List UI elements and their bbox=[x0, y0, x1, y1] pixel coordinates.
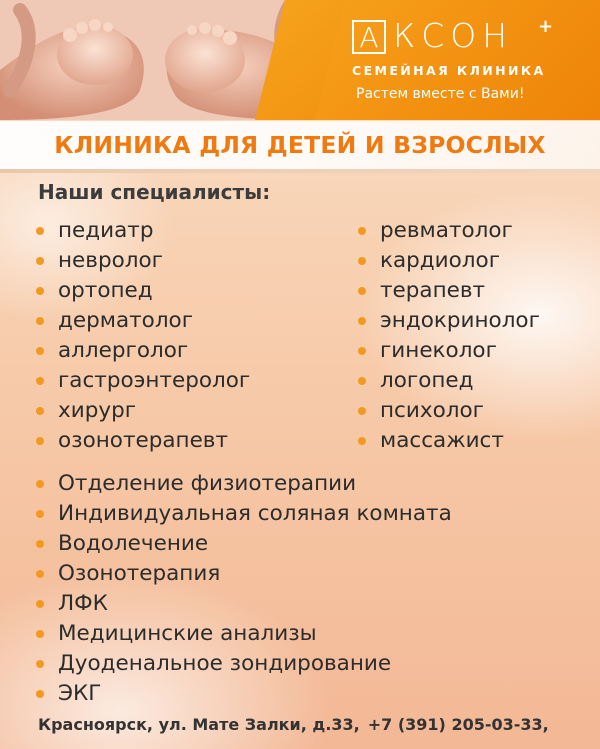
bullet-icon bbox=[358, 257, 366, 265]
list-item bbox=[358, 306, 540, 336]
logo-plus: + bbox=[538, 16, 554, 37]
bullet-icon bbox=[36, 347, 44, 355]
list-item bbox=[358, 336, 540, 366]
bullet-icon bbox=[358, 407, 366, 415]
contact-footer bbox=[38, 715, 549, 734]
service-label: Озонотерапия bbox=[58, 561, 221, 586]
header bbox=[0, 0, 600, 120]
page-title: КЛИНИКА ДЛЯ ДЕТЕЙ И ВЗРОСЛЫХ bbox=[54, 131, 546, 159]
logo-letter: А bbox=[359, 20, 379, 54]
bullet-icon bbox=[36, 690, 44, 698]
list-item bbox=[36, 246, 250, 276]
specialist-label: логопед bbox=[380, 368, 474, 393]
list-item bbox=[36, 336, 250, 366]
list-item bbox=[36, 306, 250, 336]
bullet-icon bbox=[36, 227, 44, 235]
specialist-label: гастроэнтеролог bbox=[58, 368, 251, 393]
specialist-label: педиатр bbox=[58, 218, 154, 243]
list-item bbox=[36, 619, 452, 649]
list-item bbox=[36, 276, 250, 306]
bullet-icon bbox=[36, 630, 44, 638]
service-label: Индивидуальная соляная комната bbox=[58, 501, 452, 526]
services-list bbox=[36, 469, 452, 709]
list-item bbox=[358, 426, 540, 456]
list-item bbox=[358, 276, 540, 306]
service-label: ЭКГ bbox=[58, 681, 102, 706]
clinic-subtitle: СЕМЕЙНАЯ КЛИНИКА bbox=[352, 63, 546, 78]
bullet-icon bbox=[36, 287, 44, 295]
specialist-label: хирург bbox=[58, 398, 137, 423]
bullet-icon bbox=[36, 600, 44, 608]
service-label: Медицинские анализы bbox=[58, 621, 317, 646]
specialist-label: дерматолог bbox=[58, 308, 194, 333]
specialist-label: эндокринолог bbox=[380, 308, 540, 333]
service-label: Дуоденальное зондирование bbox=[58, 651, 392, 676]
service-label: Отделение физиотерапии bbox=[58, 471, 357, 496]
list-item bbox=[36, 499, 452, 529]
logo-letter-box bbox=[352, 20, 386, 54]
bullet-icon bbox=[36, 510, 44, 518]
list-item bbox=[36, 529, 452, 559]
slogan: Растем вместе с Вами! bbox=[356, 86, 525, 102]
bullet-icon bbox=[36, 570, 44, 578]
specialist-label: озонотерапевт bbox=[58, 428, 229, 453]
list-item bbox=[36, 559, 452, 589]
specialists-right-list bbox=[358, 216, 540, 456]
bullet-icon bbox=[36, 660, 44, 668]
specialist-label: кардиолог bbox=[380, 248, 500, 273]
bullet-icon bbox=[36, 540, 44, 548]
logo-wordmark: КСОН bbox=[393, 16, 514, 55]
bullet-icon bbox=[36, 480, 44, 488]
specialist-label: психолог bbox=[380, 398, 484, 423]
list-item bbox=[36, 649, 452, 679]
list-item bbox=[358, 246, 540, 276]
list-item bbox=[36, 426, 250, 456]
service-label: ЛФК bbox=[58, 591, 108, 616]
address: Красноярск, ул. Мате Залки, д.33, bbox=[38, 715, 360, 734]
list-item bbox=[358, 396, 540, 426]
bullet-icon bbox=[36, 377, 44, 385]
specialist-label: массажист bbox=[380, 428, 504, 453]
specialist-label: аллерголог bbox=[58, 338, 189, 363]
bullet-icon bbox=[358, 287, 366, 295]
bullet-icon bbox=[358, 437, 366, 445]
list-item bbox=[36, 589, 452, 619]
service-label: Водолечение bbox=[58, 531, 209, 556]
bullet-icon bbox=[358, 377, 366, 385]
specialist-label: гинеколог bbox=[380, 338, 497, 363]
title-band bbox=[0, 121, 600, 169]
list-item bbox=[36, 396, 250, 426]
bullet-icon bbox=[36, 407, 44, 415]
bullet-icon bbox=[36, 317, 44, 325]
bullet-icon bbox=[358, 347, 366, 355]
specialists-left-list bbox=[36, 216, 250, 456]
list-item bbox=[36, 469, 452, 499]
specialist-label: ревматолог bbox=[380, 218, 513, 243]
specialist-label: терапевт bbox=[380, 278, 486, 303]
phone-number[interactable]: +7 (391) 205-03-33, bbox=[367, 715, 549, 734]
specialists-heading: Наши специалисты: bbox=[38, 180, 271, 204]
specialist-label: невролог bbox=[58, 248, 163, 273]
bullet-icon bbox=[358, 227, 366, 235]
bullet-icon bbox=[36, 437, 44, 445]
list-item bbox=[36, 679, 452, 709]
list-item bbox=[358, 366, 540, 396]
list-item bbox=[36, 366, 250, 396]
bullet-icon bbox=[358, 317, 366, 325]
list-item bbox=[36, 216, 250, 246]
specialist-label: ортопед bbox=[58, 278, 153, 303]
list-item bbox=[358, 216, 540, 246]
bullet-icon bbox=[36, 257, 44, 265]
